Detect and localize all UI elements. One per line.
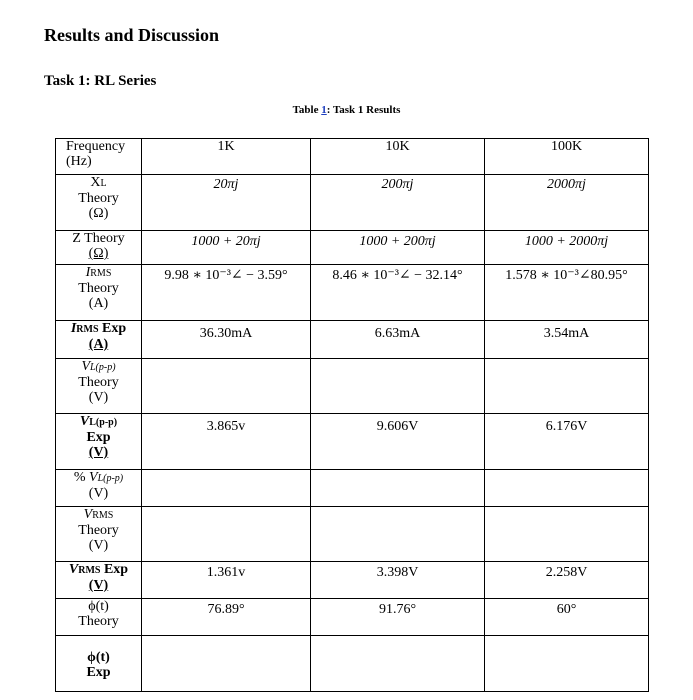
row-label-vl-theory (56, 359, 142, 414)
freq-100k-cell: 100K (485, 139, 649, 175)
label-line (56, 265, 141, 281)
label-line: (Ω) (88, 246, 109, 261)
symbol: I (85, 265, 91, 280)
vrms-theory-100k-cell (485, 507, 649, 562)
label-line: Theory (78, 375, 119, 390)
xl-10k-cell: 200πj (311, 175, 485, 231)
row-label-vl-exp (56, 414, 142, 470)
table-row-xl-theory (56, 175, 649, 231)
xl-1k-cell: 20πj (142, 175, 311, 231)
caption-table-number[interactable]: 1 (321, 104, 327, 116)
label-line (56, 175, 141, 191)
row-label-pct-vl (56, 470, 142, 507)
table-row-pct-vl (56, 470, 649, 507)
section-heading: Results and Discussion (44, 25, 220, 45)
pct-vl-1k-cell (142, 470, 311, 507)
label-line: Frequency (66, 139, 126, 154)
label-line (56, 507, 141, 523)
table-row-vrms-theory (56, 507, 649, 562)
symbol: V (68, 562, 79, 577)
table-row-phi-exp (56, 636, 649, 692)
row-label-irms-theory (56, 265, 142, 321)
irms-exp-10k-cell: 6.63mA (311, 321, 485, 359)
phi-exp-100k-cell (485, 636, 649, 692)
label-line: Theory (78, 281, 119, 296)
label-line: Theory (78, 523, 119, 538)
phi-exp-1k-cell (142, 636, 311, 692)
label-line: (Hz) (66, 154, 92, 169)
row-label-xl-theory (56, 175, 142, 231)
subscript: RMS (76, 324, 99, 335)
vl-theory-10k-cell (311, 359, 485, 414)
vl-exp-1k-cell: 3.865v (142, 414, 311, 470)
results-table (55, 138, 649, 692)
label-line: Theory (78, 191, 119, 206)
label-line: Z Theory (72, 231, 125, 246)
subscript: L(p-p) (97, 473, 124, 484)
pct-vl-10k-cell (311, 470, 485, 507)
table-row-irms-exp (56, 321, 649, 359)
symbol: X (90, 175, 101, 190)
pct-vl-100k-cell (485, 470, 649, 507)
label-prefix: % (73, 470, 90, 485)
label-line (56, 321, 141, 337)
task-heading: Task 1: RL Series (44, 73, 157, 89)
z-1k-cell: 1000 + 20πj (142, 231, 311, 265)
table-row-irms-theory (56, 265, 649, 321)
row-label-phi-theory (56, 599, 142, 636)
label-line: (A) (88, 337, 109, 352)
label-line (56, 359, 141, 375)
table-row-vl-theory (56, 359, 649, 414)
label-line (56, 470, 141, 486)
label-line: (V) (88, 538, 109, 553)
freq-1k-cell: 1K (142, 139, 311, 175)
subscript: RMS (92, 510, 114, 521)
label-suffix: Exp (98, 321, 127, 336)
row-label-z-theory (56, 231, 142, 265)
label-line: Exp (86, 430, 111, 445)
table-row-vl-exp (56, 414, 649, 470)
label-line: ϕ(t) (88, 599, 109, 614)
row-label-vrms-theory (56, 507, 142, 562)
label-line (56, 562, 141, 578)
symbol: I (70, 321, 77, 336)
label-suffix: Exp (100, 562, 129, 577)
subscript: RMS (90, 268, 112, 279)
vl-theory-1k-cell (142, 359, 311, 414)
vrms-exp-1k-cell: 1.361v (142, 562, 311, 599)
irms-exp-1k-cell: 36.30mA (142, 321, 311, 359)
label-line: (Ω) (88, 206, 109, 221)
vl-theory-100k-cell (485, 359, 649, 414)
symbol: V (89, 470, 98, 485)
irms-theory-100k-cell: 1.578 ∗ 10⁻³∠80.95° (485, 265, 649, 321)
label-line: (V) (88, 578, 109, 593)
table-row-frequency (56, 139, 649, 175)
freq-10k-cell: 10K (311, 139, 485, 175)
table-row-z-theory (56, 231, 649, 265)
caption-prefix: Table (292, 104, 322, 116)
table-caption (0, 104, 693, 116)
phi-theory-1k-cell: 76.89° (142, 599, 311, 636)
label-line: ϕ(t) (87, 650, 110, 665)
vrms-theory-10k-cell (311, 507, 485, 562)
label-line (56, 414, 141, 430)
z-10k-cell: 1000 + 200πj (311, 231, 485, 265)
row-label-irms-exp (56, 321, 142, 359)
subscript: L (100, 178, 107, 189)
subscript: L(p-p) (90, 362, 116, 373)
label-line: Exp (86, 665, 111, 680)
vrms-exp-10k-cell: 3.398V (311, 562, 485, 599)
table-row-phi-theory (56, 599, 649, 636)
symbol: V (79, 414, 90, 429)
vrms-theory-1k-cell (142, 507, 311, 562)
row-label-phi-exp (56, 636, 142, 692)
symbol: V (81, 359, 90, 374)
phi-exp-10k-cell (311, 636, 485, 692)
z-100k-cell: 1000 + 2000πj (485, 231, 649, 265)
phi-theory-100k-cell: 60° (485, 599, 649, 636)
vl-exp-10k-cell: 9.606V (311, 414, 485, 470)
phi-theory-10k-cell: 91.76° (311, 599, 485, 636)
label-line: (V) (88, 486, 109, 501)
vrms-exp-100k-cell: 2.258V (485, 562, 649, 599)
row-label-frequency (56, 139, 142, 175)
row-label-vrms-exp (56, 562, 142, 599)
label-line: Theory (78, 614, 119, 629)
subscript: L(p-p) (89, 417, 118, 428)
irms-theory-10k-cell: 8.46 ∗ 10⁻³∠ − 32.14° (311, 265, 485, 321)
label-line: (V) (88, 445, 109, 460)
irms-theory-1k-cell: 9.98 ∗ 10⁻³∠ − 3.59° (142, 265, 311, 321)
symbol: V (83, 507, 93, 522)
vl-exp-100k-cell: 6.176V (485, 414, 649, 470)
caption-suffix: : Task 1 Results (326, 104, 401, 116)
xl-100k-cell: 2000πj (485, 175, 649, 231)
subscript: RMS (78, 565, 101, 576)
label-line: (A) (88, 296, 109, 311)
irms-exp-100k-cell: 3.54mA (485, 321, 649, 359)
table-row-vrms-exp (56, 562, 649, 599)
label-line: (V) (88, 390, 109, 405)
